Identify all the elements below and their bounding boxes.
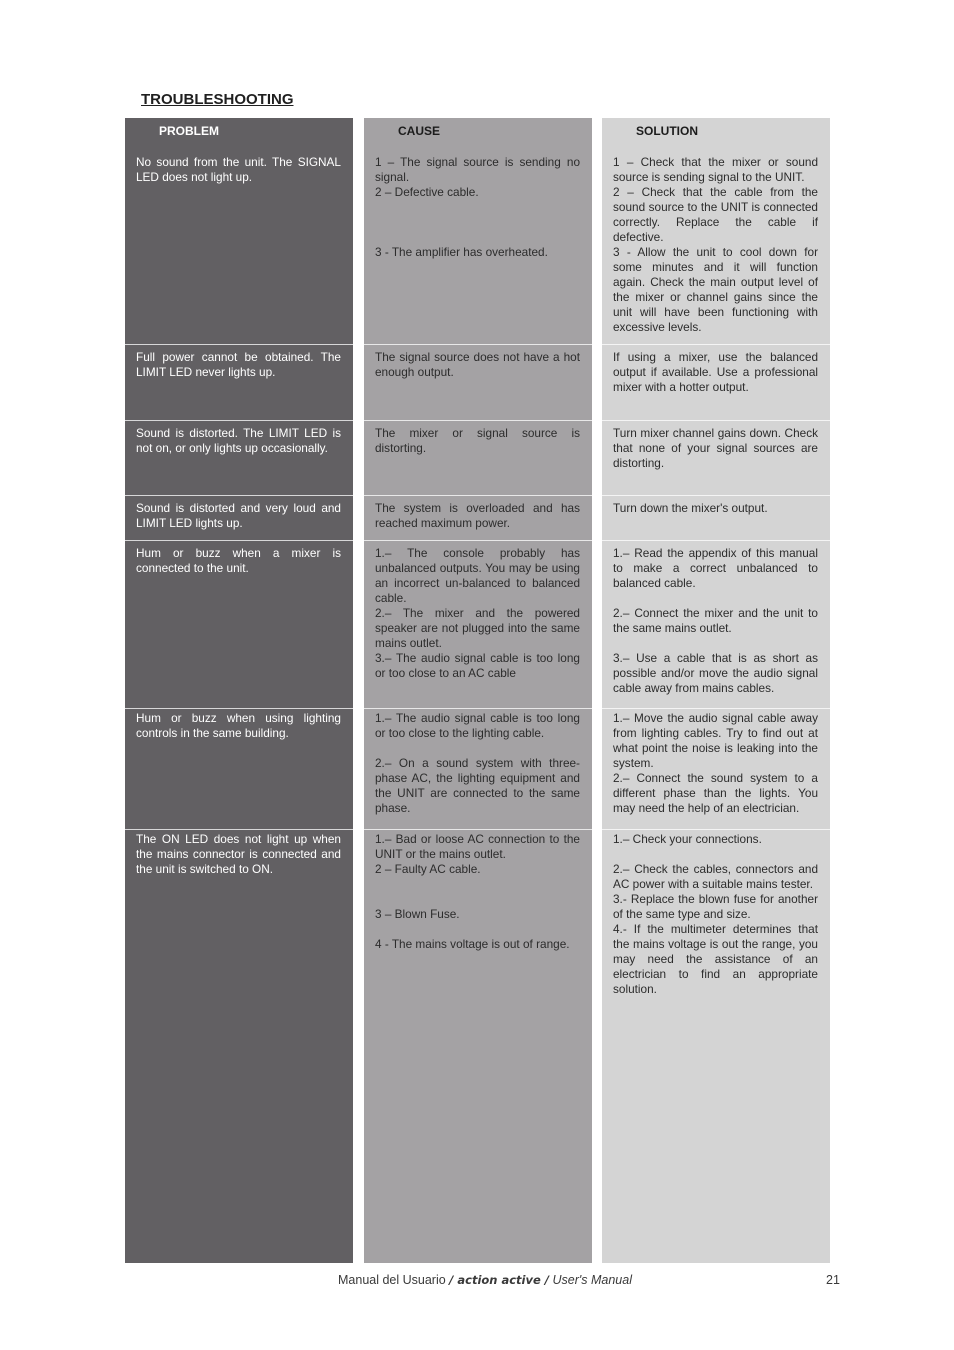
cause-cell	[375, 546, 580, 681]
cause-text: 1.– The console probably has unbalanced outputs. You may be using an incorrect un-balanced to balanced cable.	[375, 546, 580, 605]
solution-column	[602, 118, 830, 1263]
row-separator	[602, 420, 830, 421]
cause-text	[375, 877, 580, 892]
solution-text: If using a mixer, use the balanced output if available. Use a professional mixer with a hotter output.	[613, 350, 818, 394]
cause-text: 2.– On a sound system with three-phase AC, the lighting equipment and the UNIT are connected to the same phase.	[375, 756, 580, 815]
cause-text: 3 - The amplifier has overheated.	[375, 245, 548, 259]
row-separator	[364, 708, 592, 709]
cause-text: 2 – Faulty AC cable.	[375, 862, 481, 876]
cause-text: 3 – Blown Fuse.	[375, 907, 460, 921]
cause-text	[375, 200, 580, 215]
cause-text: The mixer or signal source is distorting.	[375, 426, 580, 455]
solution-text: 3.– Use a cable that is as short as possible and/or move the audio signal cable away from mains cables.	[613, 651, 818, 695]
problem-text: The ON LED does not light up when the mains connector is connected and the unit is switched to ON.	[136, 832, 341, 876]
row-separator	[364, 829, 592, 830]
cause-cell	[375, 426, 580, 456]
problem-text: Sound is distorted. The LIMIT LED is not on, or only lights up occasionally.	[136, 426, 341, 455]
solution-cell	[613, 711, 818, 816]
problem-text: Sound is distorted and very loud and LIMIT LED lights up.	[136, 501, 341, 530]
cause-text: 1.– The audio signal cable is too long or too close to the lighting cable.	[375, 711, 580, 740]
solution-text: 4.- If the multimeter determines that the mains voltage is out the range, you may need the assistance of an electrician to find an appropriate solution.	[613, 922, 818, 996]
cause-text: The system is overloaded and has reached maximum power.	[375, 501, 580, 530]
row-separator	[364, 344, 592, 345]
row-separator	[364, 420, 592, 421]
solution-cell	[613, 155, 818, 335]
problem-cell	[136, 426, 341, 456]
cause-text: 2.– The mixer and the powered speaker are not plugged into the same mains outlet.	[375, 606, 580, 650]
solution-text: 3 - Allow the unit to cool down for some minutes and it will function again. Check the main output level of the mixer or channel gains since the unit will have been functioning with excessive levels.	[613, 245, 818, 334]
cause-text: 1.– Bad or loose AC connection to the UNIT or the mains outlet.	[375, 832, 580, 861]
cause-text: 4 - The mains voltage is out of range.	[375, 937, 570, 951]
row-separator	[602, 708, 830, 709]
row-separator	[364, 540, 592, 541]
solution-text: 2.– Connect the mixer and the unit to the same mains outlet.	[613, 606, 818, 635]
row-separator	[125, 344, 353, 345]
problem-cell	[136, 350, 341, 380]
cause-text	[375, 215, 580, 230]
cause-text	[375, 741, 580, 756]
problem-text: Hum or buzz when a mixer is connected to the unit.	[136, 546, 341, 575]
cause-cell	[375, 155, 580, 260]
solution-text: 1.– Move the audio signal cable away from lighting cables. Try to find out at what point the noise is leaking into the system.	[613, 711, 818, 770]
problem-cell	[136, 501, 341, 531]
row-separator	[125, 540, 353, 541]
row-separator	[602, 495, 830, 496]
cause-text: 3.– The audio signal cable is too long or too close to an AC cable	[375, 651, 580, 680]
solution-cell	[613, 546, 818, 696]
problem-cell	[136, 711, 341, 741]
solution-cell	[613, 350, 818, 395]
solution-text	[613, 636, 818, 651]
row-separator	[125, 829, 353, 830]
row-separator	[602, 540, 830, 541]
row-separator	[125, 708, 353, 709]
footer-product-name: / action active /	[449, 1273, 549, 1287]
cause-text: 2 – Defective cable.	[375, 185, 479, 199]
problem-text: Full power cannot be obtained. The LIMIT LED never lights up.	[136, 350, 341, 379]
page-title: TROUBLESHOOTING	[141, 91, 294, 108]
problem-column	[125, 118, 353, 1263]
cause-text	[375, 892, 580, 907]
footer-manual-title	[338, 1273, 632, 1287]
solution-text: 1.– Read the appendix of this manual to make a correct unbalanced to balanced cable.	[613, 546, 818, 590]
cause-cell	[375, 832, 580, 952]
solution-text: 2.– Check the cables, connectors and AC power with a suitable mains tester.	[613, 862, 818, 891]
cause-text: The signal source does not have a hot enough output.	[375, 350, 580, 379]
solution-text: 2.– Connect the sound system to a different phase than the lights. You may need the help of an electrician.	[613, 771, 818, 815]
cause-text: 1 – The signal source is sending no signal.	[375, 155, 580, 184]
solution-text	[613, 591, 818, 606]
cause-column	[364, 118, 592, 1263]
row-separator	[364, 495, 592, 496]
row-separator	[602, 344, 830, 345]
solution-cell	[613, 832, 818, 997]
solution-text: 3.- Replace the blown fuse for another of the same type and size.	[613, 892, 818, 921]
solution-text: 1.– Check your connections.	[613, 832, 762, 846]
row-separator	[125, 420, 353, 421]
problem-text: No sound from the unit. The SIGNAL LED does not light up.	[136, 155, 341, 184]
solution-header: SOLUTION	[636, 124, 698, 138]
solution-cell	[613, 426, 818, 471]
footer-text-es: Manual del Usuario	[338, 1273, 450, 1287]
problem-cell	[136, 832, 341, 877]
cause-text	[375, 230, 580, 245]
solution-text: Turn mixer channel gains down. Check that none of your signal sources are distorting.	[613, 426, 818, 470]
cause-cell	[375, 711, 580, 816]
solution-text: Turn down the mixer's output.	[613, 501, 768, 515]
solution-text	[613, 847, 818, 862]
cause-cell	[375, 350, 580, 380]
solution-cell	[613, 501, 818, 516]
problem-cell	[136, 155, 341, 185]
cause-cell	[375, 501, 580, 531]
page-number: 21	[826, 1273, 840, 1287]
problem-text: Hum or buzz when using lighting controls in the same building.	[136, 711, 341, 740]
cause-text	[375, 922, 580, 937]
solution-text: 2 – Check that the cable from the sound source to the UNIT is connected correctly. Replace the cable if defective.	[613, 185, 818, 244]
problem-cell	[136, 546, 341, 576]
problem-header: PROBLEM	[159, 124, 219, 138]
solution-text: 1 – Check that the mixer or sound source is sending signal to the UNIT.	[613, 155, 818, 184]
row-separator	[602, 829, 830, 830]
row-separator	[125, 495, 353, 496]
cause-header: CAUSE	[398, 124, 441, 138]
footer-text-en: User's Manual	[549, 1273, 632, 1287]
